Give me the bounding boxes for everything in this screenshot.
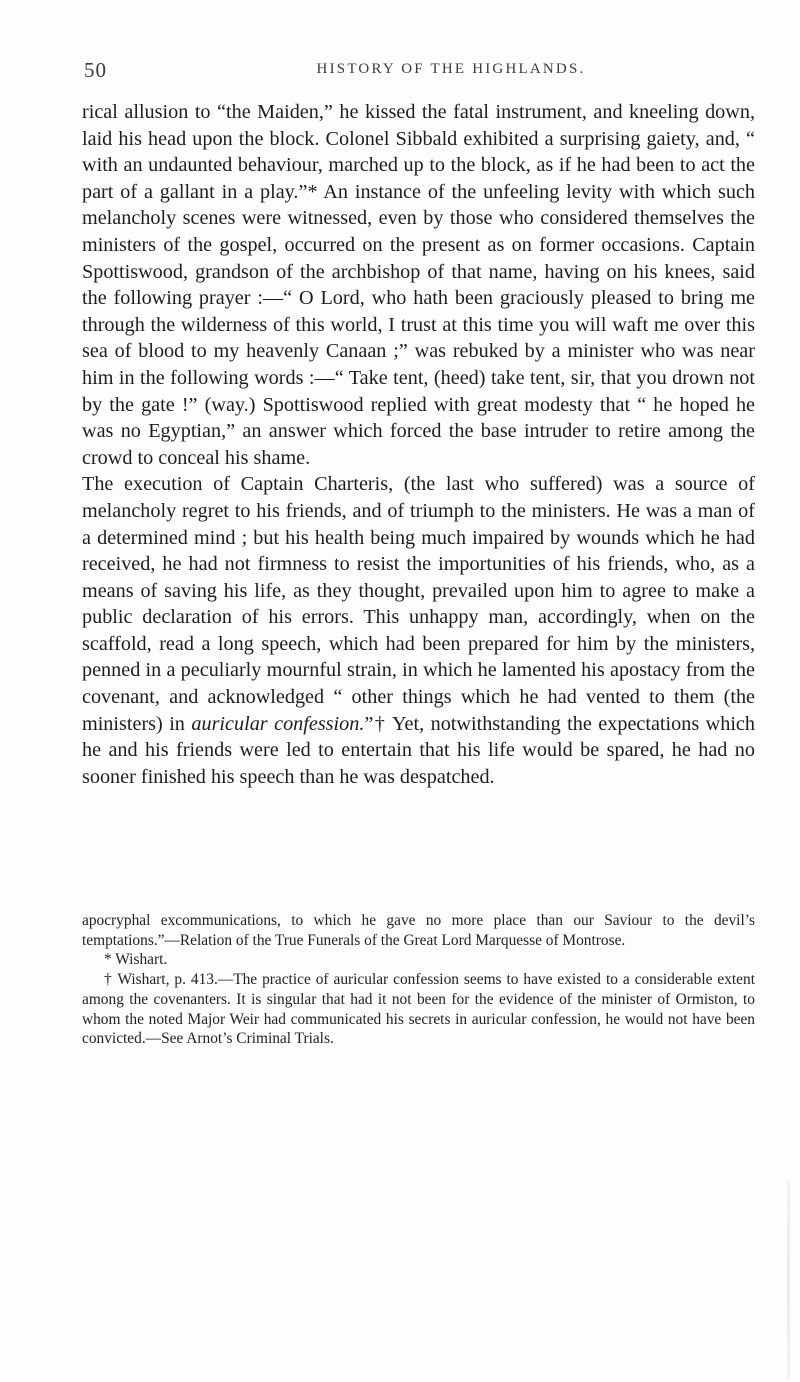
footnote-dagger: † Wishart, p. 413.—The practice of auricular confession seems to have existed to a considerable extent among the covenanters. It is singular that had it not been for the evidence of the minister of Ormiston, to whom the noted Major Weir had communicated his secrets in auricular confession, he would not have been convicted.—See Arnot’s Criminal Trials. (82, 971, 755, 1048)
paragraph-2-text-before: The execution of Captain Charteris, (the last who suffered) was a source of melancholy regret to his friends, and of triumph to the ministers. He was a man of a determined mind ; but his health being much impaired by wounds which he had received, he had not firmness to resist the importunities of his friends, who, as a means of saving his life, as they thought, prevailed upon him to agree to make a public declaration of his errors. This unhappy man, accordingly, when on the scaffold, read a long speech, which had been prepared for him by the ministers, penned in a peculiarly mournful strain, in which he lamented his apostacy from the covenant, and acknowledged “ other things which he had vented to them (the ministers) in (82, 473, 755, 735)
footnotes (82, 911, 755, 1049)
page-number: 50 (84, 58, 107, 82)
page-header (84, 58, 748, 84)
page-edge-shadow (787, 1180, 790, 1380)
paragraph-2-italic-phrase: auricular confession. (191, 712, 365, 735)
paragraph-2-text-after: ”† Yet, notwithstanding the expectations which he and his friends were led to entertain that his life would be spared, he had no sooner finished his speech than he was despatched. (82, 712, 755, 788)
paragraph-1: rical allusion to “the Maiden,” he kissed the fatal instrument, and kneeling down, laid his head upon the block. Colonel Sibbald exhibited a surprising gaiety, and, “ with an undaunted behaviour, marched up to the block, as if he had been to act the part of a gallant in a play.”* An instance of the unfeeling levity with which such melancholy scenes were witnessed, even by those who considered themselves the ministers of the gospel, occurred on the present as on former occasions. Captain Spottiswood, grandson of the archbishop of that name, having on his knees, said the following prayer :—“ O Lord, who hath been graciously pleased to bring me through the wilderness of this world, I trust at this time you will waft me over this sea of blood to my heavenly Canaan ;” was rebuked by a minister who was near him in the following words :—“ Take tent, (heed) take tent, sir, that you drown not by the gate !” (way.) Spottiswood replied with great modesty that “ he hoped he was no Egyptian,” an answer which forced the base intruder to retire among the crowd to conceal his shame. (82, 101, 755, 469)
footnote-star: * Wishart. (104, 951, 168, 969)
running-head: HISTORY OF THE HIGHLANDS. (316, 61, 586, 77)
paragraph-2 (82, 471, 755, 790)
body-text (82, 99, 755, 790)
footnote-continuation: apocryphal excommunications, to which he gave no more place than our Saviour to the devil’s temptations.”—Relation of the True Funerals of the Great Lord Marquesse of Montrose. (82, 912, 755, 949)
